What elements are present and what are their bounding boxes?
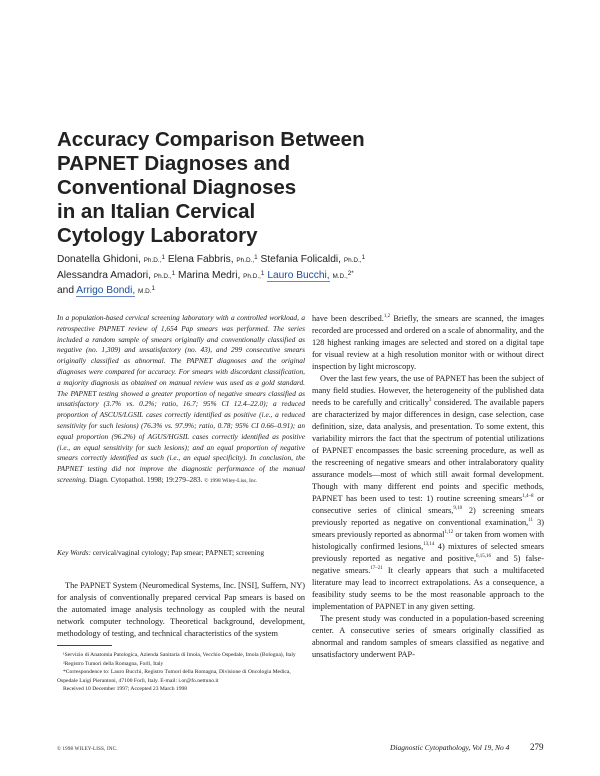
footnotes (57, 651, 305, 694)
title-line: Cytology Laboratory (57, 224, 258, 247)
body-paragraph (312, 313, 544, 373)
body-paragraph: The PAPNET System (Neuromedical Systems, Inc. [NSI], Suffern, NY) for analysis of conventionally prepared cervical Pap smears is based on the automated image analysis technology as coupled with the neural network computer technology. Theoretical background, development, methodology of testing, and technical characteristics of the system (57, 581, 305, 638)
text-run: 4) mixtures of selected smears previously reported as negative and positive, (312, 542, 544, 563)
author-degree: Ph.D., (236, 257, 255, 264)
citation-ref: 13,14 (423, 542, 435, 548)
body-paragraph (312, 373, 544, 613)
author-list (57, 252, 557, 299)
author-affiliation: 1 (161, 254, 165, 261)
citation-ref: 1,2 (383, 314, 391, 320)
footer-copyright: © 1998 WILEY-LISS, INC. (57, 747, 118, 752)
citation-ref: 17–21 (370, 566, 383, 572)
author-link[interactable]: Arrigo Bondi, (76, 285, 136, 296)
author-degree: Ph.D., (143, 257, 162, 264)
title-line: in an Italian Cervical (57, 200, 256, 223)
text-run: 2) screening smears previously reported as negative on conventional examination, (312, 506, 544, 527)
author-conjunction: and (57, 285, 74, 296)
text-run: 3) smears previously reported as abnormal (312, 518, 544, 539)
citation-ref: 1,4–8 (522, 494, 534, 500)
citation-ref: 6,15,16 (476, 554, 492, 560)
body-paragraph: The present study was conducted in a population-based screening center. A consecutive series of smears originally classified as abnormal and random samples of smears classified as negative and unsatisfactory underwent PAP- (312, 614, 544, 659)
footer-journal (390, 743, 509, 752)
author-line (57, 283, 557, 299)
footnote: ²Registro Tumori della Romagna, Forlì, Italy (63, 660, 164, 667)
page-number: 279 (530, 742, 544, 752)
abstract-citation: Diagn. Cytopathol. 1998; 19:279–283. (88, 474, 203, 484)
author-degree: Ph.D., (153, 272, 172, 280)
author-affiliation: 1 (254, 254, 258, 261)
abstract (57, 313, 305, 487)
author-affiliation: 1 (151, 285, 156, 292)
abstract-copyright: © 1998 Wiley-Liss, Inc. (204, 477, 258, 484)
journal-name: Diagnostic Cytopathology, Vol 19, No 4 (390, 743, 510, 752)
author-name: Alessandra Amadori, (57, 269, 151, 281)
text-run: considered. The available papers are characterized by major differences in design, case selection, case definition, size, data analysis, and presentation. To some extent, this variability mirrors the fact that the spectrum of potential utilizations of PAPNET encompasses the basic screening procedure, as well as the rescreening of negative smears and other intralaboratory quality assurance models—most of which still await formal development. Though with many different end points and specific methods, PAPNET has been used to test: 1) routine screening smears (312, 398, 544, 503)
right-column (312, 313, 544, 661)
author-line (57, 252, 557, 268)
footnote: *Correspondence to: Lauro Bucchi, Registro Tumori della Romagna, Divisione di Oncologia Medica, Ospedale Luigi Pierantoni, 47100 Forlì, Italy. E-mail: i.or@fo.nettuno.it (57, 669, 291, 684)
text-run: and 5) false-negative smears. (312, 554, 544, 575)
author-name: Elena Fabbris, (167, 254, 234, 265)
keywords (57, 548, 305, 559)
text-run: or consecutive series of clinical smears, (312, 494, 544, 515)
author-name: Marina Medri, (178, 269, 241, 281)
citation-ref: 3 (428, 398, 432, 404)
text-run: It clearly appears that such a multifaceted literature may lead to incorrect extrapolations. As a consequence, a feasibility study seems to be the most reasonable approach to the implementation of PAPNET in any given setting. (312, 566, 544, 611)
author-line (57, 268, 557, 284)
keywords-text: cervical/vaginal cytology; Pap smear; PAPNET; screening (92, 548, 265, 557)
keywords-label: Key Words: (57, 548, 91, 557)
text-run: have been described. (312, 314, 384, 323)
article-title (57, 128, 477, 248)
text-run: or taken from women with histologically confirmed lesions, (312, 530, 544, 551)
author-degree: M.D., (332, 272, 348, 280)
abstract-text: In a population-based cervical screening laboratory with a controlled workload, a retrospective PAPNET review of 1,654 Pap smears was performed. The series included a random sample of smears originally and conventionally classified as negative (no. 1,309) and unsatisfactory (no. 43), and 299 consecutive smears originally classified as abnormal. The PAPNET diagnoses and the original diagnoses were compared for accuracy. For smears with discordant classification, a majority diagnosis as obtained on manual review was used as a gold standard. The PAPNET testing showed a greater proportion of negative smears classified as unsatisfactory (3.7% vs. 0.2%; ratio, 16.7; 95% CI 12.4–22.0); a reduced proportion of ASCUS/LGSIL cases correctly identified as positive (i.e., a reduced sensitivity for such lesions) (76.3% vs. 97.9%; ratio, 0.78; 95% CI 0.66–0.91); an equal proportion (96.2%) of AGUS/HGSIL cases correctly identified as positive (i.e., an equal sensitivity for such lesions); and an equal proportion of negative smears correctly identified as such (i.e., an equal specificity). In conclusion, the PAPNET testing did not improve the diagnostic performance of the manual screening. (57, 313, 305, 484)
title-line: Conventional Diagnoses (57, 176, 297, 199)
text-run: Briefly, the smears are scanned, the images recorded are processed and ordered on a scale of abnormality, and the 128 highest ranking images are selected and stored on a digital tape for visual review at a high resolution monitor with or without direct inspection by light microscopy. (312, 314, 544, 371)
text-run: Over the last few years, the use of PAPNET has been the subject of many field studies. However, the heterogeneity of the published data needs to be carefully and critically (312, 374, 544, 407)
author-affiliation: 1 (361, 254, 366, 261)
footnote: ¹Servizio di Anatomia Patologica, Azienda Sanitaria di Imola, Vecchio Ospedale, Imola (Bologna), Italy (63, 652, 296, 658)
footnote-rule (57, 645, 112, 646)
title-line: PAPNET Diagnoses and (57, 152, 291, 175)
citation-ref: 9,10 (453, 506, 463, 512)
author-degree: Ph.D., (343, 257, 362, 264)
citation-ref: 1,12 (444, 530, 454, 536)
author-link[interactable]: Lauro Bucchi, (267, 269, 330, 281)
author-degree: M.D. (138, 288, 152, 295)
author-degree: Ph.D., (243, 272, 261, 280)
author-affiliation: 1 (260, 269, 265, 277)
footnote: Received 10 December 1997; Accepted 23 March 1998 (63, 686, 188, 693)
author-name: Stefania Folicaldi, (260, 254, 341, 265)
author-affiliation: 1 (171, 269, 176, 277)
title-line: Accuracy Comparison Between (57, 128, 365, 151)
author-affiliation: 2* (347, 269, 354, 277)
author-name: Donatella Ghidoni, (57, 254, 141, 265)
citation-ref: 11 (528, 518, 534, 524)
